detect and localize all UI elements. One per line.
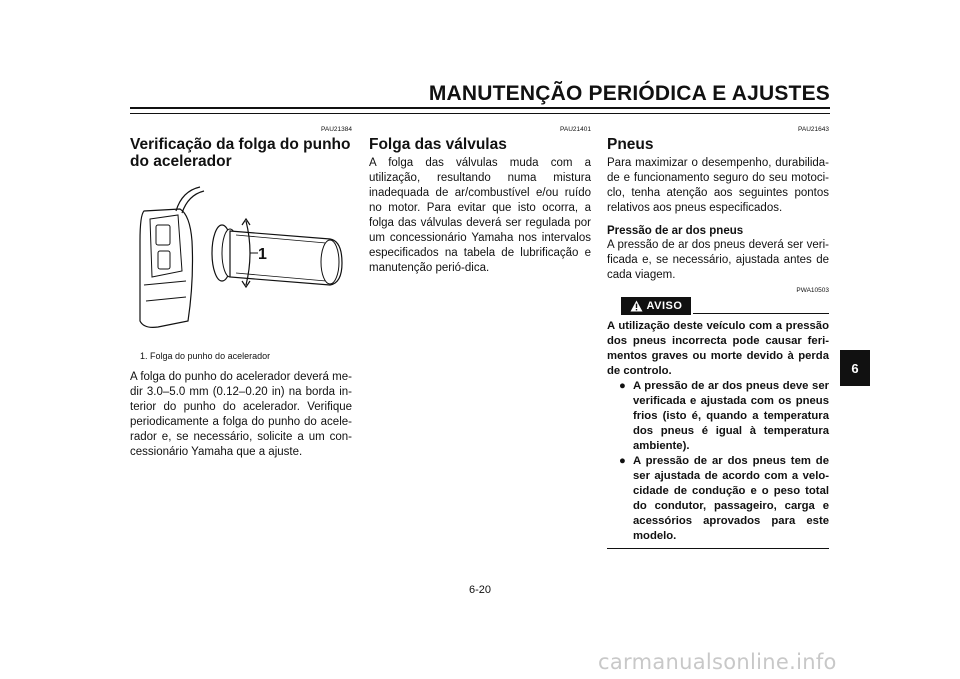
warning-header: [607, 297, 829, 319]
warning-end-rule: [607, 548, 829, 549]
warning-body: [607, 319, 829, 549]
warning-triangle-icon: [630, 300, 643, 312]
throttle-body-text: A folga do punho do acelerador deverá me-dir 3.0–5.0 mm (0.12–0.20 in) na borda in-terior do punho do acelerador. Verifique periodicamente a folga do punho do acele-rador e, se necessário, solicite a um con-cessionário Yamaha que a ajuste.: [130, 371, 352, 458]
header-rule-thick: [130, 107, 830, 109]
section-heading-valves: Folga das válvulas: [369, 136, 507, 153]
tire-pressure-text: A pressão de ar dos pneus deverá ser veri-ficada e, se necessário, ajustada antes de cada viagem.: [607, 239, 829, 281]
watermark: carmanualsonline.info: [598, 650, 837, 674]
figure-callout-1: 1: [258, 246, 267, 263]
warning-rule: [693, 313, 829, 314]
column-tires: [607, 126, 829, 549]
subheading-tire-pressure: Pressão de ar dos pneus: [607, 225, 744, 237]
warning-label: AVISO: [646, 300, 683, 312]
column-valves: [369, 126, 591, 276]
bullet-dot-icon: ●: [619, 380, 626, 392]
warning-bullets: [607, 379, 829, 544]
list-item: ● A pressão de ar dos pneus deve ser verificada e ajustada com os pneus frios (isto é, quando a temperatura dos pneus é igual à temperatura ambiente).: [619, 380, 829, 452]
list-item: ● A pressão de ar dos pneus tem de ser ajustada de acordo com a velo-cidade de condução e o peso total do condutor, passageiro, carga e acessórios aprovados para este modelo.: [619, 455, 829, 542]
section-code: PAU21643: [798, 126, 829, 133]
valves-body-text: A folga das válvulas muda com a utilização, resultando numa mistura inadequada de ar/combustível e/ou ruído no motor. Para evitar que isto ocorra, a folga das válvulas deverá ser regulada por um concessionário Yamaha nos intervalos especificados na tabela de lubrificação e manutenção perió-dica.: [369, 157, 591, 274]
chapter-tab: 6: [840, 350, 870, 386]
bullet-dot-icon: ●: [619, 455, 626, 467]
warning-code: PWA10503: [796, 287, 829, 294]
header-rule-thin: [130, 113, 830, 114]
section-heading-tires: Pneus: [607, 136, 654, 153]
column-throttle: [130, 126, 352, 460]
throttle-grip-illustration: [130, 181, 352, 331]
warning-badge: [621, 297, 691, 315]
section-code: PAU21401: [560, 126, 591, 133]
section-heading-throttle: Verificação da folga do punho do acelerador: [130, 136, 351, 170]
warning-text: A utilização deste veículo com a pressão dos pneus incorrecta pode causar feri-mentos graves ou morte devido à perda de controlo.: [607, 320, 829, 377]
tires-intro-text: Para maximizar o desempenho, durabilida-de e funcionamento seguro do seu motoci-clo, tenha atenção aos seguintes pontos relativos aos pneus especificados.: [607, 157, 829, 214]
section-code: PAU21384: [321, 126, 352, 133]
page-title: MANUTENÇÃO PERIÓDICA E AJUSTES: [428, 82, 830, 105]
figure-caption: 1. Folga do punho do acelerador: [140, 351, 271, 361]
page-number: 6-20: [468, 584, 492, 596]
